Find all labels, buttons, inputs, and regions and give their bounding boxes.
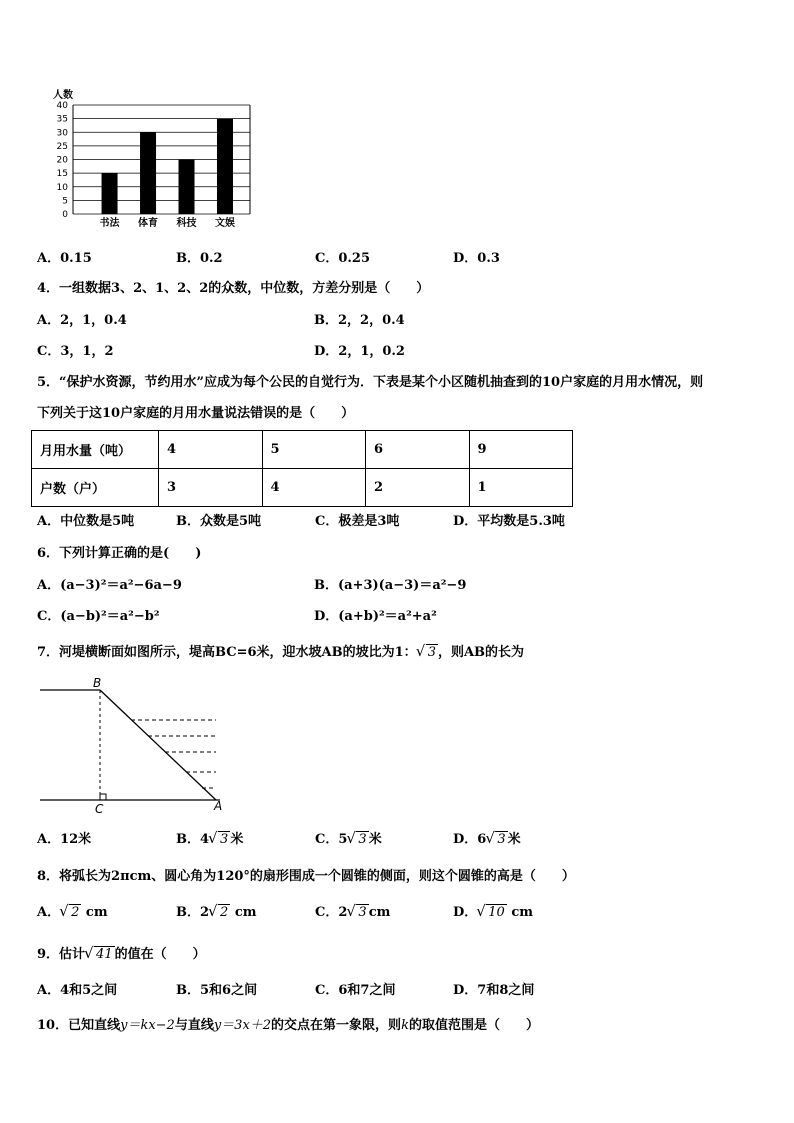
x-tick-label: 科技 [176,218,197,228]
q3-option-a[interactable]: A．0.15 [37,251,92,266]
sqrt-symbol: √ 10 [477,904,507,922]
table-row [32,469,573,507]
variable-k: k [401,1018,409,1033]
q6-option-b[interactable]: B．(a+3)(a−3)＝a²−9 [314,578,467,593]
table-cell: 4 [262,469,366,507]
option-unit: 米 [507,832,521,847]
river-bank-figure [36,676,246,816]
table-row [32,431,573,469]
q6-option-a[interactable]: A．(a−3)²＝a²−6a−9 [37,578,182,593]
q8-option-c[interactable] [315,904,390,922]
x-tick-label: 书法 [99,218,120,228]
bar [102,173,118,214]
q5-stem-line1: 5．“保护水资源，节约用水”应成为每个公民的自觉行为．下表是某个小区随机抽查到的10户家庭的月用水情况，则 [37,375,704,390]
slope-line-ab [100,690,216,800]
equation-2: y＝3x＋2 [213,1018,272,1033]
y-tick-label: 20 [56,155,68,166]
table-cell: 3 [159,469,263,507]
table-cell: 月用水量（吨） [32,431,159,469]
q6-option-c[interactable]: C．(a−b)²＝a²−b² [37,609,160,624]
water-usage-table [31,430,573,507]
q9-stem-text: 9．估计 [37,947,86,962]
option-text: D．6 [453,832,487,847]
q9-stem [37,946,206,964]
q7-option-d[interactable] [453,831,521,849]
q6-stem: 6．下列计算正确的是( ) [37,546,202,561]
option-text: C．5 [315,832,348,847]
bar [217,119,233,214]
sqrt-symbol: √ 3 [347,904,368,922]
option-text: A． [37,905,61,920]
option-unit: 米 [368,832,382,847]
option-text: C．2 [315,905,348,920]
option-unit: cm [368,905,391,920]
q7-option-b[interactable] [176,831,243,849]
q4-option-b[interactable]: B．2，2，0.4 [314,313,405,328]
q10-stem-text: 10．已知直线 [37,1018,121,1033]
q4-stem: 4．一组数据3、2、1、2、2的众数，中位数，方差分别是（ ） [37,281,430,296]
q7-stem-text-end: ，则AB的长为 [437,645,525,660]
table-cell: 9 [469,431,573,469]
x-tick-label: 文娱 [214,218,235,228]
option-unit: 米 [230,832,244,847]
y-tick-label: 5 [62,196,68,207]
table-cell: 5 [262,431,366,469]
table-cell: 2 [366,469,470,507]
sqrt-symbol: √ 2 [60,904,81,922]
sqrt-symbol: √ 3 [209,831,230,849]
label-b: B [93,676,102,690]
table-cell: 户数（户） [32,469,159,507]
sqrt-symbol: √ 2 [209,904,230,922]
x-tick-label: 体育 [138,218,159,228]
q8-option-d[interactable] [453,904,533,922]
y-axis-label: 人数 [53,90,73,101]
bar-chart [35,88,275,228]
q5-option-c[interactable]: C．极差是3吨 [315,514,400,529]
label-c: C [95,802,104,816]
q9-option-d[interactable]: D．7和8之间 [453,983,535,998]
q10-stem-text: 的取值范围是（ ） [408,1018,539,1033]
q9-stem-text-end: 的值在（ ） [114,947,206,962]
q5-option-b[interactable]: B．众数是5吨 [176,514,262,529]
q7-stem-text: 7．河堤横断面如图所示，堤高BC=6米，迎水坡AB的坡比为1： [37,645,417,660]
q8-stem: 8．将弧长为2πcm、圆心角为120°的扇形围成一个圆锥的侧面，则这个圆锥的高是（ ） [37,869,575,884]
equation-1: y＝kx−2 [120,1018,175,1033]
option-text: B．2 [176,905,210,920]
y-tick-label: 40 [56,101,68,111]
q9-option-a[interactable]: A．4和5之间 [37,983,118,998]
q7-stem [37,644,524,662]
option-text: D． [453,905,478,920]
right-angle-mark [100,794,106,800]
option-unit: cm [230,905,257,920]
q7-option-a[interactable]: A．12米 [37,832,92,847]
q9-option-b[interactable]: B．5和6之间 [176,983,258,998]
q3-option-c[interactable]: C．0.25 [315,251,371,266]
option-text: B．4 [176,832,210,847]
q6-option-d[interactable]: D．(a+b)²＝a²+a² [314,609,437,624]
q4-option-a[interactable]: A．2，1，0.4 [37,313,127,328]
table-cell: 4 [159,431,263,469]
y-tick-label: 35 [56,114,68,125]
q10-stem-text: 与直线 [174,1018,214,1033]
q9-option-c[interactable]: C．6和7之间 [315,983,396,998]
q4-option-c[interactable]: C．3，1，2 [37,344,114,359]
y-tick-label: 30 [56,128,68,139]
y-tick-label: 15 [56,169,68,180]
q7-option-c[interactable] [315,831,382,849]
table-cell: 1 [469,469,573,507]
sqrt-symbol: √ 3 [347,831,368,849]
q5-option-d[interactable]: D．平均数是5.3吨 [453,514,565,529]
bar [140,132,156,214]
q10-stem [37,1017,539,1035]
sqrt-symbol: √ 3 [417,644,438,662]
q4-option-d[interactable]: D．2，1，0.2 [314,344,405,359]
y-tick-label: 10 [56,182,68,193]
table-cell: 6 [366,431,470,469]
sqrt-symbol: √ 41 [85,946,115,964]
q8-option-b[interactable] [176,904,257,922]
q5-option-a[interactable]: A．中位数是5吨 [37,514,135,529]
y-tick-label: 25 [56,141,68,152]
q5-stem-line2: 下列关于这10户家庭的月用水量说法错误的是（ ） [37,406,355,421]
q10-stem-text: 的交点在第一象限，则 [271,1018,402,1033]
option-unit: cm [506,905,534,920]
q3-option-b[interactable]: B．0.2 [176,251,223,266]
label-a: A [214,799,223,813]
option-unit: cm [81,905,108,920]
y-tick-label: 0 [62,210,68,220]
bar [179,160,195,215]
q3-option-d[interactable]: D．0.3 [453,251,500,266]
sqrt-symbol: √ 3 [486,831,507,849]
q8-option-a[interactable] [37,904,108,922]
